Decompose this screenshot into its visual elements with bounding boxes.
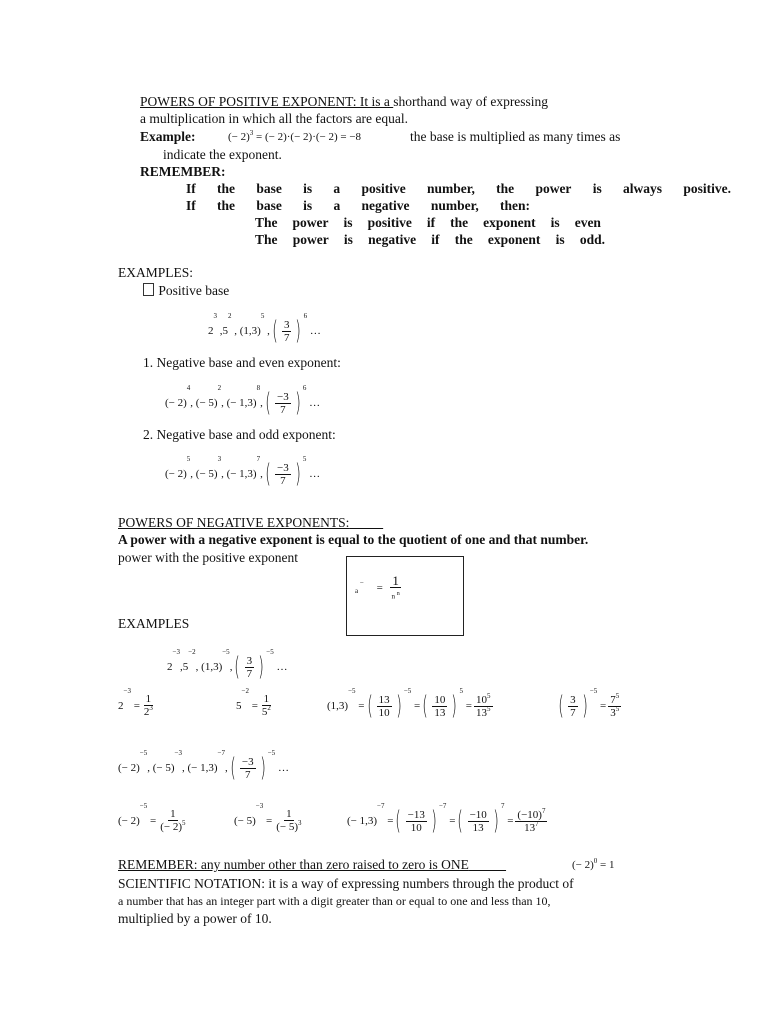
rule4-word: The xyxy=(255,232,278,247)
rule3-word: is xyxy=(550,215,560,230)
negative-base-neg-exp-formula: (− 2) −5 , (− 5) −3 , (− 1,3) −7 , ( −3 7 ) −5 … xyxy=(118,749,289,783)
rule3-word: the xyxy=(450,215,469,230)
rule-even xyxy=(255,215,601,231)
rule2-word: base xyxy=(256,198,282,213)
negative-exponent-heading xyxy=(118,515,383,531)
rule1-word: is xyxy=(303,181,313,196)
example-label: Example: xyxy=(140,129,196,144)
examples2-label: EXAMPLES xyxy=(118,616,190,631)
rule1-word: base xyxy=(256,181,282,196)
positive-exponent-line2: a multiplication in which all the factors are equal. xyxy=(140,111,409,126)
rule4-word: exponent xyxy=(487,232,541,247)
rule1-word: power xyxy=(535,181,572,196)
positive-exponent-heading-rest: shorthand way of expressing xyxy=(393,94,549,109)
example-formula: (− 2)$^3$ = (− 2)·(− 2)·(− 2) = −8 xyxy=(228,129,362,143)
negative-odd-item: 2. Negative base and odd exponent: xyxy=(143,427,336,442)
rule2-word: number, xyxy=(430,198,479,213)
rule1-word: the xyxy=(217,181,236,196)
rule3-word: power xyxy=(292,215,329,230)
rule-positive-base xyxy=(186,181,731,197)
scientific-line1: SCIENTIFIC NOTATION: it is a way of expressing numbers through the product of xyxy=(118,876,574,891)
rule-odd xyxy=(255,232,605,248)
rule4-word: odd. xyxy=(579,232,605,247)
negative-even-formula: (− 2) 4 , (− 5) 2 , (− 1,3) 8 , ( −3 7 ) 6 … xyxy=(165,384,321,418)
example-text-2: indicate the exponent. xyxy=(163,147,282,162)
rule3-word: even xyxy=(574,215,601,230)
neg13-neg7-formula: (− 1,3) −7 = ( −13 10 ) −7 = ( −10 13 ) 7 = $(-10)^7$ $13^7$ xyxy=(347,802,546,836)
negative-exponent-line2: power with the positive exponent xyxy=(118,550,298,565)
remember-label: REMEMBER: xyxy=(140,164,226,179)
negative-exp-list-formula: 2 −3 ,5 −2 , (1,3) −5 , ( 3 7 ) −5 … xyxy=(167,648,288,682)
definition-formula: a − = 1 n $^n$ xyxy=(355,573,400,601)
rule1-word: is xyxy=(592,181,602,196)
remember-zero-text: REMEMBER: any number other than zero raised to zero is ONE xyxy=(118,857,469,872)
rule1-word: positive xyxy=(361,181,406,196)
rule2-word: the xyxy=(217,198,236,213)
rule-negative-base xyxy=(186,198,530,214)
positive-base-item xyxy=(143,283,229,299)
rule4-word: is xyxy=(343,232,353,247)
one-three-neg5-formula: (1,3) −5 = ( 13 10 ) −5 = ( 10 13 ) 5 = $10^5$ $13^5$ xyxy=(327,687,491,721)
rule2-word: If xyxy=(186,198,196,213)
three-sevenths-neg5-formula: ( 3 7 ) −5 = $7^5$ $3^5$ xyxy=(558,687,620,721)
checkbox-icon xyxy=(143,283,154,296)
positive-base-formula: 2 3 ,5 2 , (1,3) 5 , ( 3 7 ) 6 … xyxy=(208,312,321,346)
rule1-word: the xyxy=(496,181,515,196)
negative-exponent-heading-text: POWERS OF NEGATIVE EXPONENTS: xyxy=(118,515,350,530)
rule3-word: exponent xyxy=(483,215,536,230)
rule3-word: The xyxy=(255,215,278,230)
rule4-word: negative xyxy=(368,232,417,247)
negative-even-item: 1. Negative base and even exponent: xyxy=(143,355,341,370)
rule2-word: a xyxy=(333,198,341,213)
rule1-word: number, xyxy=(426,181,475,196)
rule1-word: a xyxy=(333,181,341,196)
neg5-neg3-formula: (− 5) −3 = 1 (− 5)$^3$ xyxy=(234,802,302,833)
scientific-line3: multiplied by a power of 10. xyxy=(118,911,272,926)
rule3-word: positive xyxy=(367,215,412,230)
positive-exponent-heading-underlined: POWERS OF POSITIVE EXPONENT: It is a xyxy=(140,94,394,109)
negative-odd-formula: (− 2) 5 , (− 5) 3 , (− 1,3) 7 , ( −3 7 ) 5 … xyxy=(165,455,321,489)
positive-base-label: Positive base xyxy=(155,283,230,298)
five-neg2-formula: 5 −2 = 1 $5^2$ xyxy=(236,687,271,718)
rule2-word: then: xyxy=(500,198,530,213)
rule1-word: positive. xyxy=(683,181,731,196)
rule2-word: is xyxy=(303,198,313,213)
rule3-word: if xyxy=(426,215,436,230)
scientific-line2: a number that has an integer part with a digit greater than or equal to one and less than 10, xyxy=(118,894,551,908)
neg2-neg5-formula: (− 2) −5 = 1 (− 2)$^5$ xyxy=(118,802,186,833)
example-text: the base is multiplied as many times as xyxy=(410,129,621,144)
rule3-word: is xyxy=(343,215,353,230)
rule1-word: always xyxy=(623,181,663,196)
rule4-word: if xyxy=(431,232,440,247)
negative-exponent-bold-line: A power with a negative exponent is equal to the quotient of one and that number. xyxy=(118,532,589,547)
rule4-word: the xyxy=(454,232,473,247)
examples-label: EXAMPLES: xyxy=(118,265,194,280)
rule4-word: power xyxy=(292,232,329,247)
rule1-word: If xyxy=(186,181,196,196)
definition-box xyxy=(346,556,464,636)
zero-exponent-formula: (− 2)$^0$ = 1 xyxy=(572,857,615,871)
two-neg3-formula: 2 −3 = 1 $2^3$ xyxy=(118,687,153,718)
remember-zero-exponent xyxy=(118,857,506,873)
rule2-word: negative xyxy=(361,198,410,213)
positive-exponent-heading xyxy=(140,94,548,110)
rule4-word: is xyxy=(555,232,565,247)
